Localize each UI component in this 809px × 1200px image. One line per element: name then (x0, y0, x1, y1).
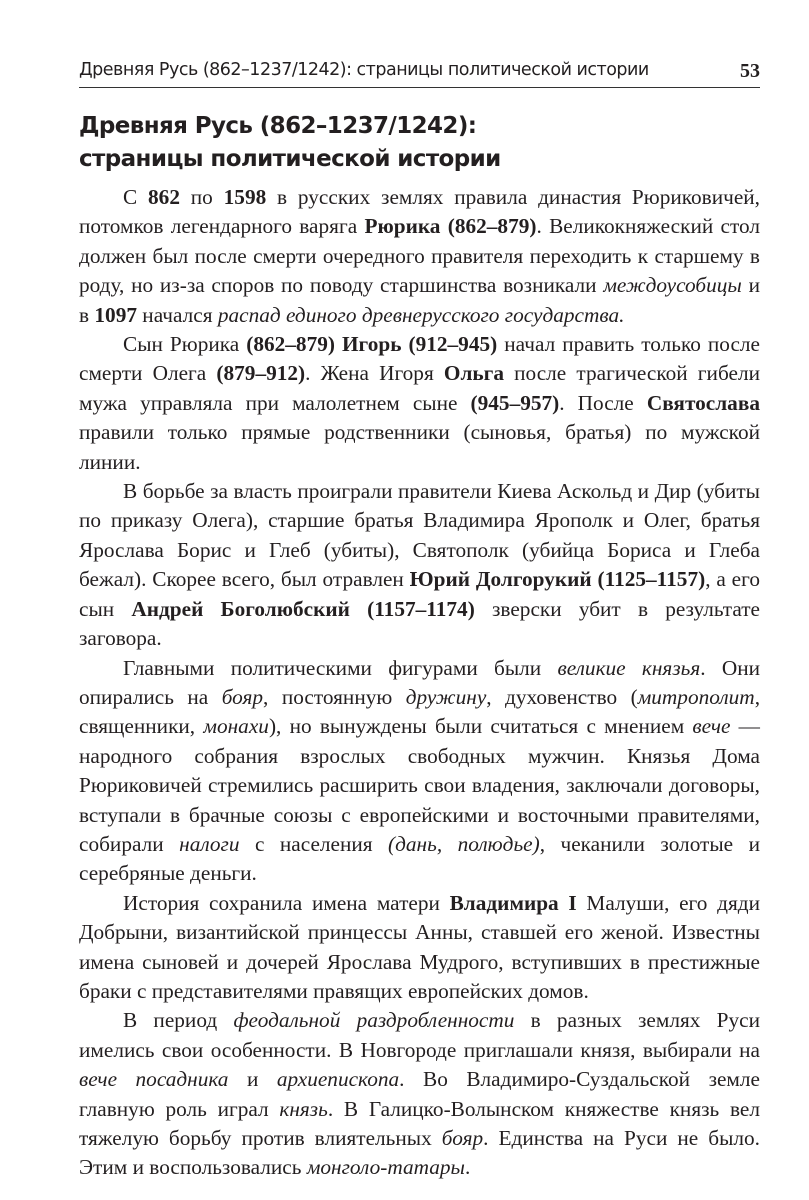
text-run: — народного собрания взрослых свободных мужчин. Князья Дома Рюриковичей стремились расширить свои владения, заключали договоры, вступали в брачные союзы с европейскими и восточными правителями, собирали (79, 714, 760, 856)
text-run: . Жена Игоря (305, 361, 444, 386)
bold-term: 862 (148, 185, 180, 209)
body-text (79, 183, 760, 1183)
text-run: . Они опирались на (79, 655, 760, 709)
text-run: начал править только после смерти Олега (79, 332, 761, 386)
running-header (79, 60, 760, 88)
italic-term: великие князья (557, 655, 701, 680)
italic-term: распад единого древнерусского государства. (217, 302, 625, 327)
italic-term: архиепископа (276, 1067, 400, 1092)
italic-term: дружину (405, 684, 487, 709)
bold-term: (879–912) (216, 361, 306, 386)
italic-term: бояр (221, 684, 264, 709)
text-run: Сын Рюрика (123, 332, 247, 357)
bold-term: (862–879) Игорь (912–945) (246, 332, 498, 357)
paragraph (79, 889, 760, 1007)
paragraph (79, 1006, 760, 1182)
italic-term: междоусобицы (603, 273, 742, 298)
paragraph (79, 477, 760, 653)
text-run: Малуши, его дяди Добрыни, византийской принцессы Анны, ставшей его женой. Известны имена сыновей и дочерей Ярослава Мудрого, вступивших в престижные браки с представителями правящих европейских домов. (79, 890, 760, 1003)
text-run: , духовенство ( (486, 684, 638, 709)
text-run: после трагической гибели мужа управляла при малолетнем сыне (79, 361, 760, 415)
bold-term: 1097 (94, 302, 137, 327)
text-run: начался (136, 302, 218, 327)
bold-term: (945–957) (470, 390, 560, 415)
text-run: зверски убит в результате заговора. (79, 596, 760, 651)
italic-term: феодальной раздробленности (233, 1008, 515, 1033)
italic-term: митрополит (637, 684, 755, 709)
italic-term: бояр (441, 1126, 484, 1150)
text-run: , постоянную (263, 684, 406, 709)
italic-term: вече посадника (79, 1067, 229, 1092)
bold-term: Рюрика (862–879) (364, 214, 537, 239)
text-run: . (464, 1155, 471, 1180)
text-run: ), но вынуждены были считаться с мнением (268, 714, 693, 739)
text-run: . Во Владимиро-Суздальской земле главную роль играл (79, 1067, 760, 1121)
bold-term: 1598 (223, 185, 267, 209)
paragraph (79, 654, 760, 889)
chapter-title (79, 110, 760, 176)
italic-term: (дань, полюдье) (388, 831, 540, 856)
paragraph (79, 183, 760, 330)
bold-term: Юрий Долгорукий (1125–1157) (409, 567, 706, 592)
italic-term: князь (279, 1096, 328, 1121)
text-run: С (123, 185, 149, 209)
text-run: . Единства на Руси не было. Этим и воспользовались (79, 1126, 761, 1180)
bold-term: Ольга (443, 361, 504, 386)
text-run: В период (123, 1008, 234, 1033)
text-run: . Великокняжеский стол должен был после смерти очередного правителя переходить к старшему в роду, но из-за споров по поводу старшинства возникали (79, 214, 760, 298)
text-run: и (228, 1067, 277, 1092)
bold-term: Святослава (646, 390, 760, 415)
chapter-title-line-1: Древняя Русь (862–1237/1242): (79, 113, 477, 139)
text-run: . В Галицко-Волынском княжестве князь вел тяжелую борьбу против влиятельных (79, 1096, 761, 1150)
chapter-title-line-2: страницы политической истории (79, 146, 501, 172)
italic-term: налоги (179, 831, 240, 856)
bold-term: Андрей Боголюбский (1157–1174) (131, 596, 475, 621)
text-run: , священники, (79, 684, 761, 739)
paragraph (79, 330, 760, 477)
italic-term: вече (692, 714, 731, 739)
text-run: , а его сын (79, 567, 760, 621)
text-run: История сохранила имена матери (123, 890, 450, 915)
text-run: Главными политическими фигурами были (123, 655, 558, 680)
running-title: Древняя Русь (862–1237/1242): страницы политической истории (79, 60, 649, 80)
text-run: с населения (239, 831, 389, 856)
text-run: в русских землях правила династия Рюриковичей, потомков легендарного варяга (79, 185, 760, 239)
italic-term: монахи (203, 714, 269, 739)
text-run: В борьбе за власть проиграли правители Киева Аскольд и Дир (убиты по приказу Олега), старшие братья Владимира Ярополк и Олег, братья Ярослава Борис и Глеб (убиты), Святополк (убийца Бориса и Глеба бежал). Скорее всего, был отравлен (79, 479, 760, 592)
page-number: 53 (740, 60, 760, 82)
italic-term: монголо-татары (306, 1155, 465, 1180)
text-run: в разных землях Руси имелись свои особенности. В Новгороде приглашали князя, выбирали на (79, 1008, 761, 1062)
bold-term: Владимира I (449, 890, 577, 915)
text-run: по (179, 185, 224, 209)
text-run: , чеканили золотые и серебряные деньги. (79, 831, 760, 886)
text-run: . После (559, 390, 647, 415)
text-run: правили только прямые родственники (сыновья, братья) по мужской линии. (79, 420, 760, 474)
text-run: и в (79, 273, 760, 327)
